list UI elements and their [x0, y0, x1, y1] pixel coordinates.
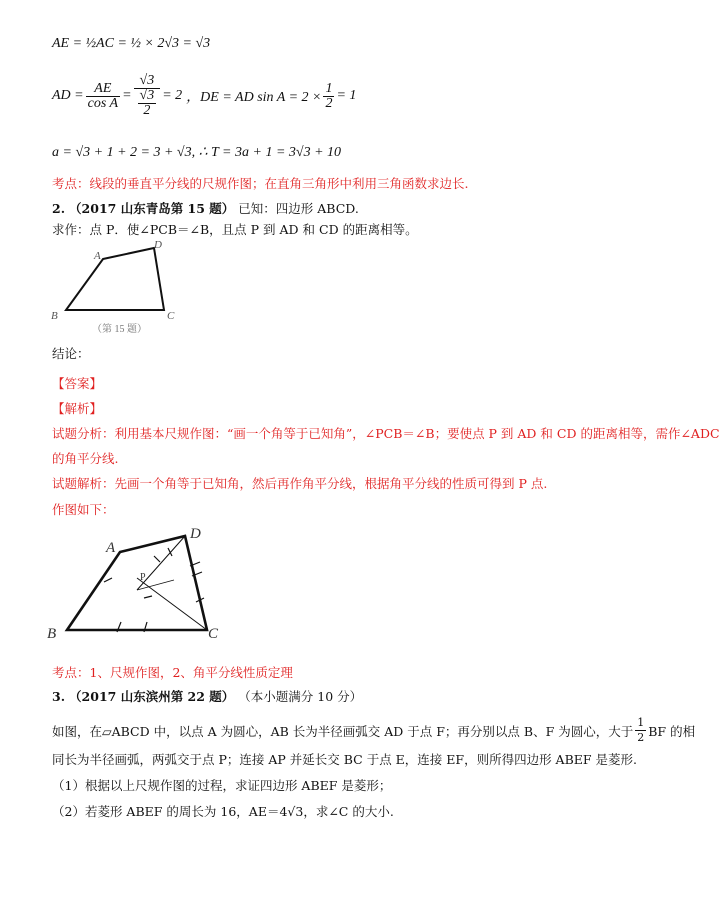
label-c: C [167, 310, 175, 322]
q3-part-2: （2）若菱形 ABEF 的周长为 16，AE＝4√3，求∠C 的大小. [52, 804, 394, 819]
c-label-b: B [47, 626, 57, 642]
q3-part-1: （1）根据以上尺规作图的过程，求证四边形 ABEF 是菱形； [52, 778, 392, 793]
math-ae-line: AE = ½AC = ½ × 2√3 = √3 [52, 36, 211, 51]
de-half-den: 2 [325, 95, 333, 111]
de-part: ，DE = AD sin A = 2 × [186, 90, 322, 105]
c-label-a: A [106, 540, 116, 556]
ad-compound-fraction [134, 74, 161, 118]
q3-frac-den: 2 [637, 731, 645, 744]
q2-header [52, 199, 359, 217]
q3-number: 3. [52, 689, 66, 704]
q3-points: （本小题满分 10 分） [238, 689, 363, 704]
c-label-d: D [190, 526, 201, 542]
q2-construction-figure [44, 520, 244, 645]
q2-analysis-tag: 【解析】 [52, 401, 103, 416]
ad-fraction [86, 82, 120, 111]
q3-body-1a: 如图，在▱ABCD 中，以点 A 为圆心，AB 长为半径画弧交 AD 于点 F；再分别以点 B、F 为圆心，大于 [52, 723, 634, 739]
q3-source: （2017 山东滨州第 22 题） [69, 689, 235, 704]
label-a: A [94, 250, 101, 262]
q2-source: （2017 山东青岛第 15 题） [69, 201, 235, 216]
q3-body-1b: BF 的相 [648, 723, 696, 739]
ad-num2: √3 [134, 74, 161, 89]
q3-half-fraction [635, 716, 646, 745]
q3-header [52, 687, 362, 705]
de-result: = 1 [336, 88, 357, 103]
construction-quadrilateral [67, 536, 207, 630]
c-label-c: C [208, 626, 219, 642]
de-half-num: 1 [325, 80, 333, 96]
ad-lhs: AD = [52, 88, 84, 103]
ad-result: = 2 [162, 88, 183, 103]
q2-analysis-3: 试题解析：先画一个角等于已知角，然后再作角平分线，根据角平分线的性质可得到 P 点. [52, 476, 548, 491]
ad-den2b: 2 [143, 103, 151, 118]
ad-num2b: √3 [139, 88, 155, 103]
math-ad-line [52, 74, 356, 118]
figure-caption: （第 15 题） [92, 324, 147, 335]
q2-draw-intro: 作图如下： [52, 502, 115, 517]
arc-mark-7 [144, 596, 152, 598]
q2-given: 已知：四边形 ABCD. [238, 201, 359, 216]
q2-analysis-2: 的角平分线. [52, 451, 119, 466]
ad-den-fraction [134, 89, 161, 118]
quadrilateral-abcd [66, 248, 164, 310]
q3-body-1 [52, 716, 695, 745]
label-d: D [154, 239, 162, 251]
de-half-fraction [323, 82, 334, 111]
label-b: B [51, 310, 58, 322]
ad-num: AE [86, 82, 120, 97]
ad-inner-fraction [138, 89, 157, 118]
q2-answer-tag: 【答案】 [52, 376, 103, 391]
arc-mark-1 [104, 578, 112, 582]
q2-number: 2. [52, 201, 66, 216]
arc-mark-6 [154, 548, 172, 562]
q1-kaodian: 考点：线段的垂直平分线的尺规作图；在直角三角形中利用三角函数求边长. [52, 176, 469, 191]
q3-body-2: 同长为半径画弧，两弧交于点 P；连接 AP 并延长交 BC 于点 E，连接 EF，则所得四边形 ABEF 是菱形. [52, 752, 637, 767]
q2-kaodian: 考点：1、尺规作图，2、角平分线性质定理 [52, 665, 293, 680]
q2-analysis-1: 试题分析：利用基本尺规作图：“画一个角等于已知角”，∠PCB＝∠B；要使点 P 到 AD 和 CD 的距离相等，需作∠ADC [52, 426, 720, 441]
ad-den: cos A [87, 95, 119, 111]
math-a-line: a = √3 + 1 + 2 = 3 + √3, ∴ T = 3a + 1 = 3√3 + 10 [52, 145, 342, 160]
ad-mid-eq: = [122, 88, 132, 103]
q2-conclusion: 结论： [52, 346, 90, 361]
q2-figure [44, 240, 194, 340]
q3-frac-num: 1 [637, 716, 645, 729]
c-label-p: P [140, 572, 146, 583]
q2-task: 求作：点 P．使∠PCB＝∠B，且点 P 到 AD 和 CD 的距离相等。 [52, 222, 418, 237]
